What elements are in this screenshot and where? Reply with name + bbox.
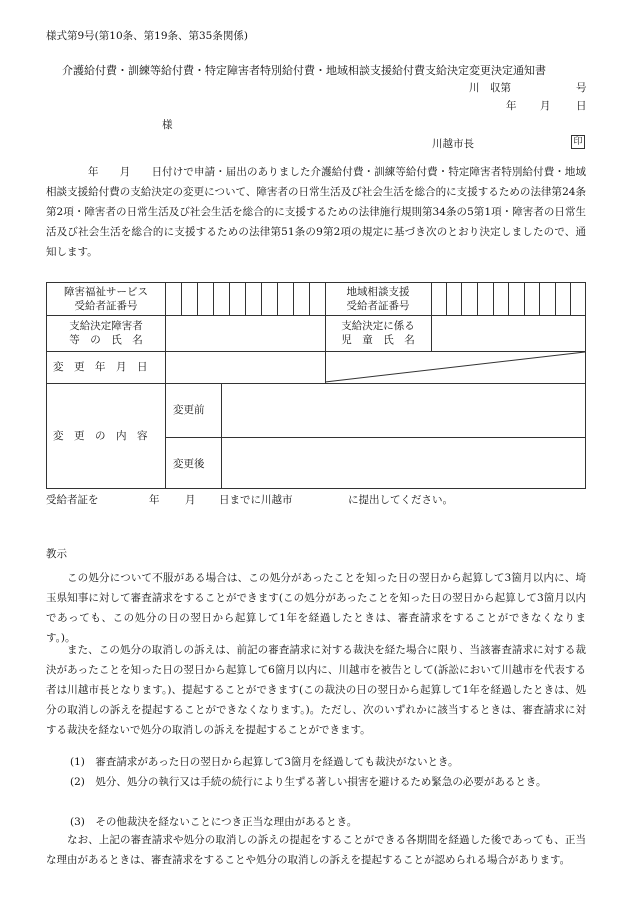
submit-day-text: 日までに川越市 (219, 494, 293, 506)
notice-heading: 教示 (46, 548, 67, 560)
submit-year: 年 (149, 494, 160, 506)
doc-number-prefix: 川 収第 (469, 82, 511, 94)
document-title: 介護給付費・訓練等給付費・特定障害者特別給付費・地域相談支援給付費支給決定変更決定通知書 (62, 64, 546, 77)
notice-paragraph-1: この処分について不服がある場合は、この処分があったことを知った日の翌日から起算して3箇月以内に、埼玉県知事に対して審査請求をすることができます(この処分があったことを知った日の翌日から起算して3箇月以内であっても、この処分の日の翌日から起算して1年を経過したときは、審査請求をすることができなくなります。)。 (46, 572, 586, 644)
change-date-label: 変 更 年 月 日 (53, 361, 148, 373)
date-month: 月 (540, 100, 551, 112)
after-change-label: 変更後 (173, 458, 205, 470)
service-cert-label: 障害福祉サービス 受給者証番号 (64, 286, 148, 312)
notice-item-1: (1) 審査請求があった日の翌日から起算して3箇月を経過しても裁決がないとき。 (70, 756, 459, 768)
submit-suffix: に提出してください。 (348, 494, 453, 506)
notice-item-3: (3) その他裁決を経ないことにつき正当な理由があるとき。 (70, 816, 358, 828)
diagonal-strike (325, 351, 585, 383)
intro-paragraph: 年 月 日付けで申請・届出のありました介護給付費・訓練等給付費・特定障害者特別給付費・地域相談支援給付費の支給決定の変更について、障害者の日常生活及び社会生活を総合的に支援するための法律第24条第2項・障害者の日常生活及び社会生活を総合的に支援するための法律施行規則第34条の5第1項・障害者の日常生活及び社会生活を総合的に支援するための法律第51条の9第2項の規定に基づき次のとおり決定しましたので、通知します。 (46, 166, 586, 258)
form-number: 様式第9号(第10条、第19条、第35条関係) (46, 30, 248, 42)
notice-paragraph-2: また、この処分の取消しの訴えは、前記の審査請求に対する裁決を経た場合に限り、当該審査請求に対する裁決があったことを知った日の翌日から起算して6箇月以内に、川越市を被告として(訴訟において川越市を代表する者は川越市長となります。)、提起することができます(この裁決の日の翌日から起算して1年を経過したときは、処分の取消しの訴えを提起することができなくなります。)。ただし、次のいずれかに該当するときは、審査請求に対する裁決を経ないで処分の取消しの訴えを提起することができます。 (46, 644, 586, 736)
submit-prefix: 受給者証を (46, 494, 99, 506)
change-content-label: 変 更 の 内 容 (53, 430, 148, 442)
issuer-name: 川越市長 (432, 138, 474, 150)
addressee-suffix: 様 (162, 119, 173, 131)
submit-month: 月 (185, 494, 196, 506)
date-year: 年 (506, 100, 517, 112)
notice-paragraph-3: なお、上記の審査請求や処分の取消しの訴えの提起をすることができる各期間を経過した後であっても、正当な理由があるときは、審査請求をすることや処分の取消しの訴えを提起することが認められる場合があります。 (46, 834, 586, 866)
child-name-label: 支給決定に係る 児 童 氏 名 (341, 320, 415, 346)
regional-cert-label: 地域相談支援 受給者証番号 (346, 286, 410, 312)
seal-box: 印 (571, 135, 585, 149)
doc-number-suffix: 号 (576, 82, 587, 94)
notice-item-2: (2) 処分、処分の執行又は手続の続行により生ずる著しい損害を避けるため緊急の必要があるとき。 (70, 776, 547, 788)
date-day: 日 (576, 100, 587, 112)
change-details-table (46, 282, 586, 489)
recipient-name-label: 支給決定障害者 等 の 氏 名 (69, 320, 143, 346)
before-change-label: 変更前 (173, 404, 205, 416)
